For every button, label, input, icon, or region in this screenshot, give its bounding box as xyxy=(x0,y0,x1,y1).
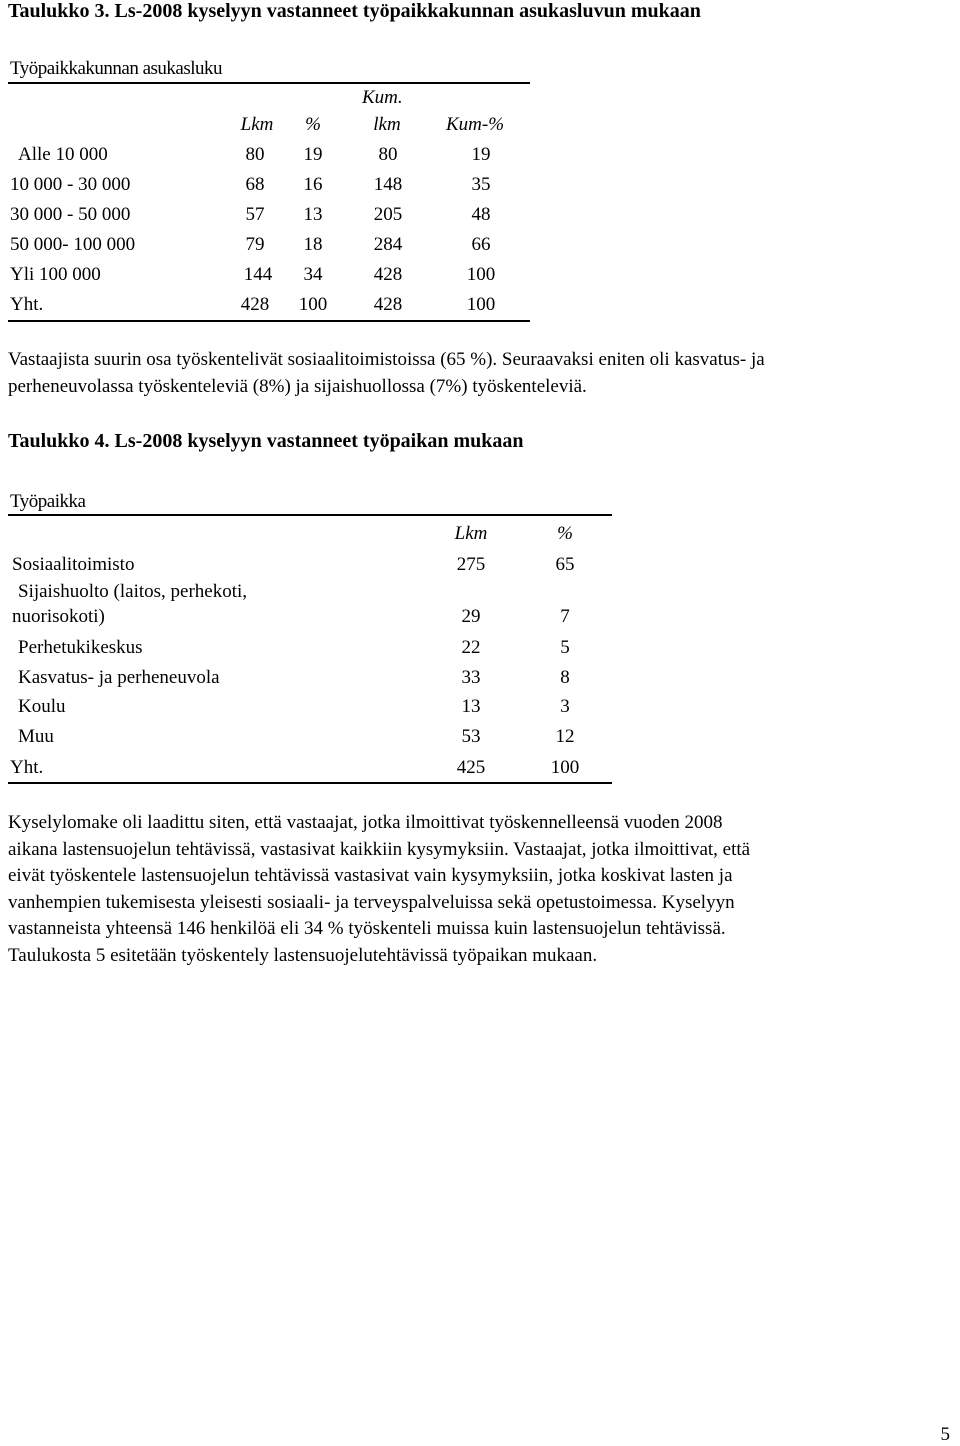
table4-cell: 12 xyxy=(555,726,575,747)
table4-top-rule xyxy=(8,514,612,516)
table3-col-kum-pct: Kum-% xyxy=(446,114,505,135)
table3-top-rule xyxy=(8,82,530,84)
paragraph-2-line: vastanneista yhteensä 146 henkilöä eli 34 % työskenteli muissa kuin lastensuojelun tehtävissä. xyxy=(8,918,726,939)
table3-cell: 66 xyxy=(471,234,491,255)
paragraph-1 xyxy=(8,347,765,400)
paragraph-2-line: Kyselylomake oli laadittu siten, että vastaajat, jotka ilmoittivat työskennelleensä vuoden 2008 xyxy=(8,812,723,833)
paragraph-1-line: perheneuvolassa työskenteleviä (8%) ja sijaishuollossa (7%) työskenteleviä. xyxy=(8,375,587,397)
table4-row-label-cont: nuorisokoti) xyxy=(12,606,105,627)
table3-cell: 80 xyxy=(378,144,398,165)
page-number: 5 xyxy=(940,1424,950,1445)
paragraph-2-line: vanhempien tukemisesta yleisesti sosiaali- ja terveyspalveluissa sekä opetustoimessa. Kyselyyn xyxy=(8,891,735,913)
paragraph-2-line: Taulukosta 5 esitetään työskentely lastensuojelutehtävissä työpaikan mukaan. xyxy=(8,944,598,966)
table3-cell: 144 xyxy=(243,264,273,285)
table3-cell: 35 xyxy=(471,174,491,195)
table4-row-label: Sosiaalitoimisto xyxy=(12,554,135,575)
table4-cell: 5 xyxy=(560,637,570,658)
table3-cell: 19 xyxy=(471,144,491,165)
table4-cell: 7 xyxy=(560,606,570,627)
table3-cell: 428 xyxy=(373,294,403,315)
table3-cell: 205 xyxy=(373,204,403,225)
table3-cell: 148 xyxy=(373,174,403,195)
paragraph-2-line: eivät työskentele lastensuojelun tehtävissä vastasivat vain kysymyksiin, jotka koskivat lasten ja xyxy=(8,865,733,886)
paragraph-2-line: aikana lastensuojelun tehtävissä, vastasivat kaikkiin kysymyksiin. Vastaajat, jotka ilmoittivat, että xyxy=(8,838,751,860)
table4-cell: 275 xyxy=(456,554,486,575)
table3-cell: 80 xyxy=(245,144,265,165)
table3-cell: 68 xyxy=(245,174,265,195)
table3-col-lkm: Lkm xyxy=(240,114,274,135)
table4-row-label: Kasvatus- ja perheneuvola xyxy=(18,667,220,688)
table4-row-label: Koulu xyxy=(18,696,66,717)
table3-cell: 57 xyxy=(245,204,265,225)
table3-row-label: 10 000 - 30 000 xyxy=(10,174,131,195)
table4-col-lkm: Lkm xyxy=(454,523,488,544)
table3-header-label: Työpaikkakunnan asukasluku xyxy=(10,58,223,79)
table4-cell: 53 xyxy=(461,726,481,747)
paragraph-2 xyxy=(8,810,750,969)
table3-row-label: Yli 100 000 xyxy=(10,264,101,285)
table4-row-label: Muu xyxy=(18,726,54,747)
table4-cell: 3 xyxy=(560,696,570,717)
table3-cell: 18 xyxy=(303,234,323,255)
table3-bottom-rule xyxy=(8,320,530,322)
table3-cell: 100 xyxy=(298,294,328,315)
table4-row-label: Sijaishuolto (laitos, perhekoti, xyxy=(18,581,248,602)
table4-cell: 100 xyxy=(550,757,580,778)
table3-cell: 13 xyxy=(303,204,323,225)
paragraph-1-line: Vastaajista suurin osa työskentelivät sosiaalitoimistoissa (65 %). Seuraavaksi eniten oli kasvatus- ja xyxy=(8,349,765,370)
table4-cell: 425 xyxy=(456,757,486,778)
table4-bottom-rule xyxy=(8,782,612,784)
table4-col-pct: % xyxy=(557,523,573,544)
table3-cell: 79 xyxy=(245,234,265,255)
table3-cell: 428 xyxy=(240,294,270,315)
table3-row-label: 30 000 - 50 000 xyxy=(10,204,131,225)
table3-cell: 100 xyxy=(466,294,496,315)
table3-cell: 428 xyxy=(373,264,403,285)
table4-cell: 29 xyxy=(461,606,481,627)
table3-cell: 100 xyxy=(466,264,496,285)
table4-cell: 13 xyxy=(461,696,481,717)
table3-cell: 48 xyxy=(471,204,491,225)
table3-row-label: Yht. xyxy=(10,294,44,315)
table4-cell: 8 xyxy=(560,667,570,688)
table4-title: Taulukko 4. Ls-2008 kyselyyn vastanneet työpaikan mukaan xyxy=(8,430,524,452)
table3-cell: 16 xyxy=(303,174,323,195)
table3-col-pct: % xyxy=(305,114,321,135)
table3-row-label: 50 000- 100 000 xyxy=(10,234,136,255)
table4-row-label: Yht. xyxy=(10,757,44,778)
table3-title: Taulukko 3. Ls-2008 kyselyyn vastanneet työpaikkakunnan asukasluvun mukaan xyxy=(8,0,701,22)
table3-kum-label: Kum. xyxy=(362,87,403,108)
table3-row-label: Alle 10 000 xyxy=(18,144,108,165)
table3-cell: 284 xyxy=(373,234,403,255)
table4-cell: 65 xyxy=(555,554,575,575)
table4-row-label: Perhetukikeskus xyxy=(18,637,143,658)
table3-col-kum-lkm: lkm xyxy=(373,114,401,135)
table3-cell: 19 xyxy=(303,144,323,165)
table4-header-label: Työpaikka xyxy=(10,491,86,512)
table4-cell: 33 xyxy=(461,667,481,688)
table4-cell: 22 xyxy=(461,637,481,658)
table3-cell: 34 xyxy=(303,264,323,285)
